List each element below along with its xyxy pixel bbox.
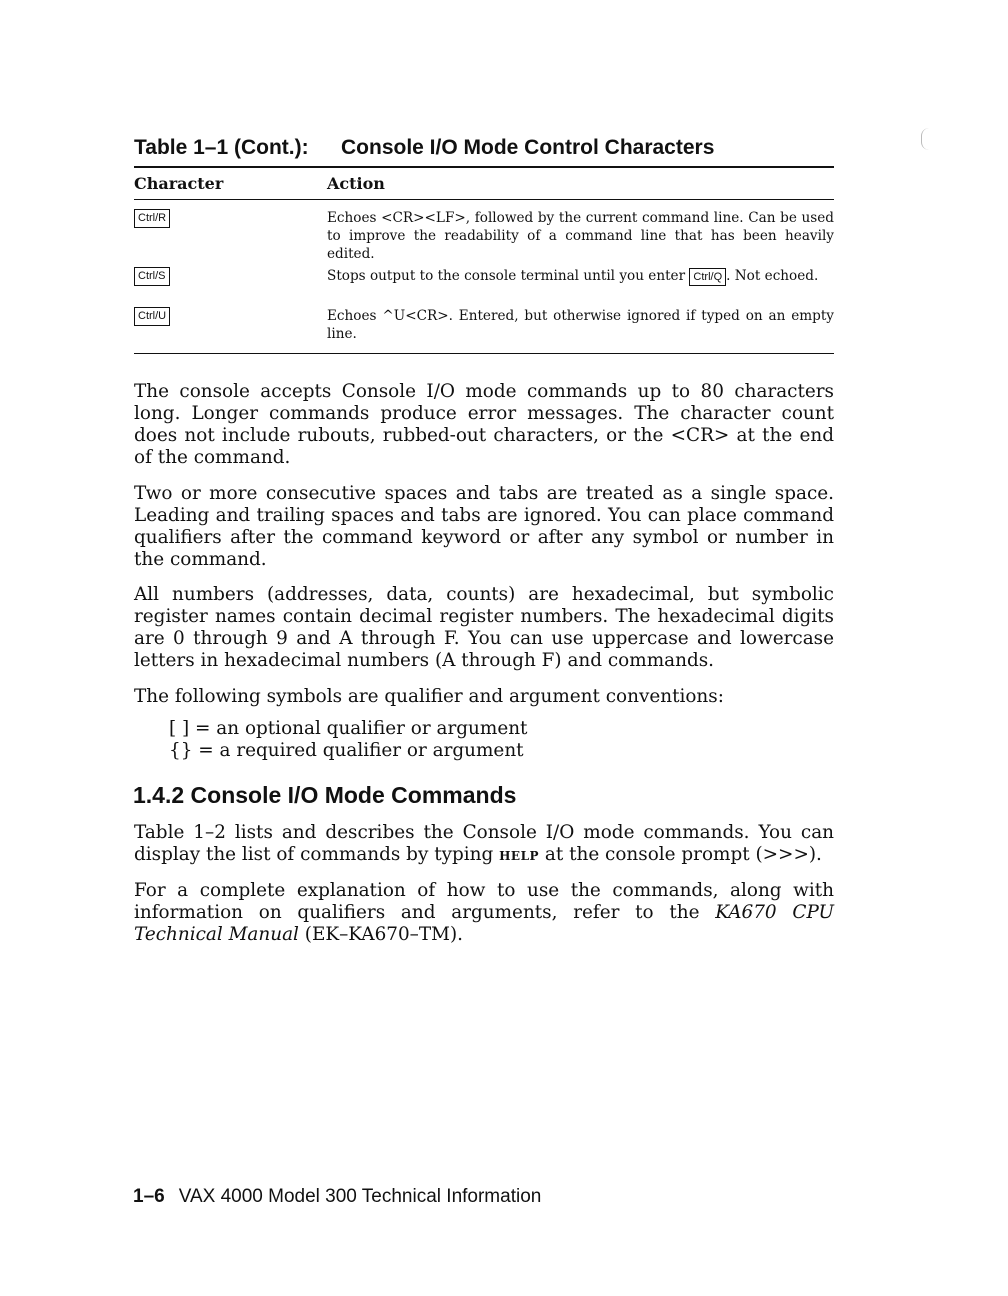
- paragraph-hexadecimal: All numbers (addresses, data, counts) are hexadecimal, but symbolic register names contain decimal register numbers. The hexadecimal digits are 0 through 9 and A through F. You can use uppercase and lowercase letters in hexadecimal numbers (A through F) and commands.: [134, 584, 834, 671]
- help-keyword: HELP: [499, 849, 540, 863]
- table-caption-title: Console I/O Mode Control Characters: [341, 136, 715, 159]
- convention-optional: [ ] = an optional qualifier or argument: [169, 718, 528, 739]
- document-title: VAX 4000 Model 300 Technical Information: [178, 1186, 542, 1207]
- table-header-rule: [134, 199, 834, 200]
- action-text: [327, 267, 834, 286]
- page-number: 1–6: [133, 1186, 165, 1207]
- table-bottom-rule: [134, 353, 834, 354]
- text-run: Table 1–2 lists and describes the Console I/O mode commands. You can display the list of commands by typing: [134, 822, 834, 865]
- action-text: Echoes ^U<CR>. Entered, but otherwise ignored if typed on an empty line.: [327, 308, 834, 342]
- paragraph-spaces-tabs: Two or more consecutive spaces and tabs are treated as a single space. Leading and trailing spaces and tabs are ignored. You can place command qualifiers after the command keyword or after any symbol or number in the command.: [134, 483, 834, 570]
- text-run: (EK–KA670–TM).: [298, 924, 463, 945]
- page-footer: [133, 1186, 541, 1208]
- text-run: For a complete explanation of how to use the commands, along with information on qualifiers and arguments, refer to the: [134, 880, 834, 923]
- convention-required: {} = a required qualifier or argument: [169, 740, 524, 761]
- paragraph-commands-list: [134, 822, 834, 867]
- paragraph-conventions-intro: The following symbols are qualifier and argument conventions:: [134, 686, 724, 707]
- section-heading: 1.4.2 Console I/O Mode Commands: [133, 782, 517, 808]
- action-text: Echoes <CR><LF>, followed by the current command line. Can be used to improve the readability of a command line that has been heavily edited.: [327, 210, 834, 262]
- text-run: at the console prompt (>>>).: [539, 844, 822, 865]
- column-header-action: Action: [327, 174, 385, 193]
- action-text-before: Stops output to the console terminal until you enter: [327, 268, 690, 284]
- column-header-character: Character: [134, 174, 224, 193]
- key-ctrl-u: Ctrl/U: [134, 307, 170, 326]
- table-top-rule: [134, 166, 834, 168]
- paragraph-command-length: The console accepts Console I/O mode commands up to 80 characters long. Longer commands produce error messages. The character count does not include rubouts, rubbed-out characters, or the <CR> at the end of the command.: [134, 381, 834, 468]
- key-ctrl-s: Ctrl/S: [134, 267, 170, 286]
- table-caption-number: Table 1–1 (Cont.):: [134, 136, 309, 159]
- key-ctrl-q: Ctrl/Q: [689, 268, 726, 286]
- manual-title: KA670 CPU Technical Manual: [134, 902, 834, 945]
- margin-bracket-mark: [921, 128, 930, 150]
- key-ctrl-r: Ctrl/R: [134, 209, 170, 228]
- paragraph-manual-reference: [134, 880, 834, 946]
- action-text-after: . Not echoed.: [726, 268, 819, 284]
- table-caption: [134, 136, 834, 160]
